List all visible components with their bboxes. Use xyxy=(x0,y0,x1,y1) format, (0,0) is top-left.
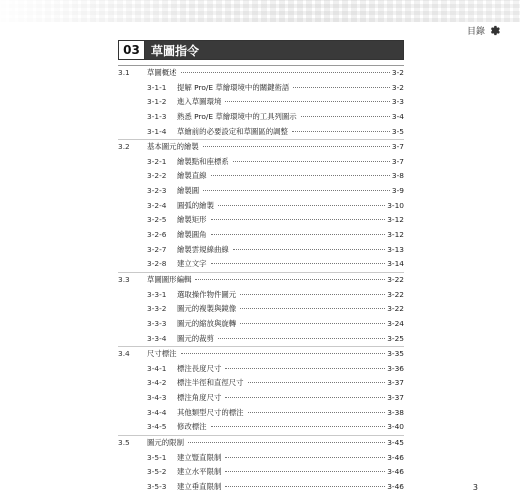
toc-subsection-row xyxy=(118,213,404,228)
toc-entry-number: 3-5-3 xyxy=(147,481,167,491)
toc-subsection-row xyxy=(118,317,404,332)
toc-entry-number: 3-2-3 xyxy=(147,186,167,196)
toc-entry-page: 3-7 xyxy=(391,142,404,152)
toc-entry-page: 3-22 xyxy=(387,274,404,284)
toc-entry-number: 3-4-1 xyxy=(147,363,167,373)
toc-entry-number: 3-4-4 xyxy=(147,407,167,417)
toc-entry-number: 3-4-5 xyxy=(147,422,167,432)
toc-entry-number: 3-5-2 xyxy=(147,467,167,477)
toc-entry-title: 建立豎直限制 xyxy=(177,452,222,462)
toc-leader-dots xyxy=(225,471,385,472)
toc-entry-title: 繪製矩形 xyxy=(177,215,207,225)
toc-entry-number: 3-3-1 xyxy=(147,289,167,299)
toc-entry-page: 3-46 xyxy=(387,481,404,491)
toc-entry-number: 3-1-2 xyxy=(147,97,167,107)
toc-leader-dots xyxy=(225,457,385,458)
toc-entry-number: 3-2-7 xyxy=(147,244,167,254)
toc-entry-number: 3-2-4 xyxy=(147,200,167,210)
toc-entry-title: 圖元的複製與鏡像 xyxy=(177,304,237,314)
toc-entry-number: 3-3-3 xyxy=(147,318,167,328)
toc-subsection-row xyxy=(118,184,404,199)
header-pattern-fade xyxy=(0,0,520,22)
toc-entry-title: 建立文字 xyxy=(177,259,207,269)
toc-entry-page: 3-13 xyxy=(387,244,404,254)
toc-section-row xyxy=(118,346,404,362)
table-of-contents xyxy=(118,65,404,495)
toc-entry-number: 3.3 xyxy=(118,274,130,284)
toc-entry-title: 標注半徑和直徑尺寸 xyxy=(177,378,244,388)
toc-entry-page: 3-24 xyxy=(387,318,404,328)
toc-section-row xyxy=(118,65,404,81)
toc-subsection-row xyxy=(118,332,404,347)
toc-entry-page: 3-12 xyxy=(387,230,404,240)
toc-entry-page: 3-4 xyxy=(391,111,404,121)
toc-leader-dots xyxy=(233,249,385,250)
toc-entry-number: 3-2-2 xyxy=(147,171,167,181)
toc-subsection-row xyxy=(118,465,404,480)
toc-entry-page: 3-22 xyxy=(387,289,404,299)
toc-entry-page: 3-36 xyxy=(387,363,404,373)
toc-subsection-row xyxy=(118,288,404,303)
toc-leader-dots xyxy=(188,442,385,443)
toc-entry-page: 3-5 xyxy=(391,126,404,136)
toc-entry-number: 3-3-4 xyxy=(147,333,167,343)
toc-entry-title: 圖元的縮放與旋轉 xyxy=(177,318,237,328)
chapter-number: 03 xyxy=(119,41,145,59)
running-header-label: 目錄 xyxy=(466,27,485,37)
running-header xyxy=(467,24,500,37)
toc-entry-number: 3-1-1 xyxy=(147,82,167,92)
toc-entry-title: 圖元的限制 xyxy=(147,438,184,448)
toc-subsection-row xyxy=(118,257,404,272)
toc-leader-dots xyxy=(225,397,385,398)
toc-entry-title: 選取操作物件圖元 xyxy=(177,289,237,299)
toc-entry-number: 3-1-4 xyxy=(147,126,167,136)
toc-subsection-row xyxy=(118,451,404,466)
toc-leader-dots xyxy=(195,279,385,280)
toc-leader-dots xyxy=(211,263,386,264)
toc-entry-page: 3-9 xyxy=(391,186,404,196)
toc-entry-number: 3-3-2 xyxy=(147,304,167,314)
toc-leader-dots xyxy=(233,161,390,162)
toc-entry-number: 3-5-1 xyxy=(147,452,167,462)
toc-section-row xyxy=(118,272,404,288)
toc-entry-title: 繪製點和座標系 xyxy=(177,156,229,166)
toc-entry-title: 圓弧的繪製 xyxy=(177,200,214,210)
toc-entry-page: 3-40 xyxy=(387,422,404,432)
toc-leader-dots xyxy=(218,205,385,206)
toc-entry-page: 3-8 xyxy=(391,171,404,181)
toc-leader-dots xyxy=(240,308,385,309)
toc-entry-number: 3-2-6 xyxy=(147,230,167,240)
chapter-heading xyxy=(118,40,404,60)
toc-subsection-row xyxy=(118,199,404,214)
toc-entry-title: 修改標注 xyxy=(177,422,207,432)
toc-entry-title: 提解 Pro/E 草繪環境中的關鍵術語 xyxy=(177,82,290,92)
toc-entry-title: 繪製直線 xyxy=(177,171,207,181)
toc-entry-title: 草圖概述 xyxy=(147,68,177,77)
toc-entry-number: 3.1 xyxy=(118,68,130,77)
toc-leader-dots xyxy=(203,190,390,191)
toc-entry-page: 3-14 xyxy=(387,259,404,269)
toc-entry-title: 基本圖元的繪製 xyxy=(147,142,199,152)
toc-entry-title: 繪製雲規線曲線 xyxy=(177,244,229,254)
toc-leader-dots xyxy=(293,87,390,88)
toc-subsection-row xyxy=(118,302,404,317)
toc-leader-dots xyxy=(225,101,390,102)
toc-entry-number: 3-2-1 xyxy=(147,156,167,166)
toc-entry-page: 3-46 xyxy=(387,452,404,462)
toc-section-row xyxy=(118,139,404,155)
toc-entry-title: 繪製圓角 xyxy=(177,230,207,240)
toc-leader-dots xyxy=(225,486,385,487)
toc-leader-dots xyxy=(181,353,386,354)
toc-entry-number: 3-4-2 xyxy=(147,378,167,388)
toc-entry-page: 3-3 xyxy=(391,97,404,107)
toc-entry-page: 3-37 xyxy=(387,378,404,388)
toc-entry-title: 標注長度尺寸 xyxy=(177,363,222,373)
toc-entry-page: 3-2 xyxy=(391,82,404,92)
toc-entry-title: 尺寸標注 xyxy=(147,349,177,359)
toc-entry-number: 3-1-3 xyxy=(147,111,167,121)
toc-leader-dots xyxy=(225,368,385,369)
toc-entry-title: 繪製圓 xyxy=(177,186,200,196)
toc-subsection-row xyxy=(118,81,404,96)
toc-entry-number: 3.4 xyxy=(118,349,130,359)
toc-section-row xyxy=(118,435,404,451)
toc-entry-title: 草圖圖形編輯 xyxy=(147,274,192,284)
toc-leader-dots xyxy=(248,412,386,413)
toc-subsection-row xyxy=(118,480,404,495)
toc-entry-number: 3-2-8 xyxy=(147,259,167,269)
toc-subsection-row xyxy=(118,110,404,125)
toc-subsection-row xyxy=(118,125,404,140)
toc-entry-page: 3-37 xyxy=(387,393,404,403)
gear-icon xyxy=(489,25,500,36)
toc-entry-title: 標注角度尺寸 xyxy=(177,393,222,403)
toc-leader-dots xyxy=(301,116,390,117)
toc-entry-page: 3-38 xyxy=(387,407,404,417)
toc-leader-dots xyxy=(181,72,390,73)
toc-leader-dots xyxy=(211,426,386,427)
toc-subsection-row xyxy=(118,95,404,110)
toc-entry-page: 3-25 xyxy=(387,333,404,343)
toc-entry-page: 3-12 xyxy=(387,215,404,225)
toc-entry-title: 建立水平限制 xyxy=(177,467,222,477)
toc-subsection-row xyxy=(118,155,404,170)
page-number: 3 xyxy=(472,483,478,492)
toc-entry-page: 3-22 xyxy=(387,304,404,314)
toc-entry-page: 3-46 xyxy=(387,467,404,477)
toc-subsection-row xyxy=(118,243,404,258)
toc-subsection-row xyxy=(118,362,404,377)
toc-entry-number: 3-4-3 xyxy=(147,393,167,403)
toc-entry-title: 其他類型尺寸的標注 xyxy=(177,407,244,417)
toc-leader-dots xyxy=(203,146,390,147)
toc-subsection-row xyxy=(118,169,404,184)
toc-entry-title: 進入草圖環境 xyxy=(177,97,222,107)
toc-entry-page: 3-45 xyxy=(387,438,404,448)
toc-subsection-row xyxy=(118,391,404,406)
toc-entry-title: 草繪前的必要設定和草圖區的調整 xyxy=(177,126,288,136)
toc-subsection-row xyxy=(118,376,404,391)
toc-leader-dots xyxy=(211,175,390,176)
toc-leader-dots xyxy=(211,234,386,235)
toc-subsection-row xyxy=(118,228,404,243)
toc-entry-page: 3-7 xyxy=(391,156,404,166)
toc-entry-number: 3.5 xyxy=(118,438,130,448)
toc-entry-title: 建立垂直限制 xyxy=(177,481,222,491)
toc-subsection-row xyxy=(118,420,404,435)
toc-entry-page: 3-10 xyxy=(387,200,404,210)
toc-leader-dots xyxy=(211,219,386,220)
toc-leader-dots xyxy=(240,323,385,324)
toc-entry-title: 熟悉 Pro/E 草繪環境中的工具列圖示 xyxy=(177,111,297,121)
toc-leader-dots xyxy=(218,338,385,339)
toc-entry-number: 3-2-5 xyxy=(147,215,167,225)
toc-leader-dots xyxy=(292,131,390,132)
toc-entry-title: 圖元的裁剪 xyxy=(177,333,214,343)
toc-entry-page: 3-2 xyxy=(391,68,404,77)
toc-leader-dots xyxy=(240,294,385,295)
toc-entry-page: 3-35 xyxy=(387,349,404,359)
chapter-title: 草圖指令 xyxy=(145,41,403,59)
toc-subsection-row xyxy=(118,406,404,421)
toc-leader-dots xyxy=(248,382,386,383)
toc-entry-number: 3.2 xyxy=(118,142,130,152)
